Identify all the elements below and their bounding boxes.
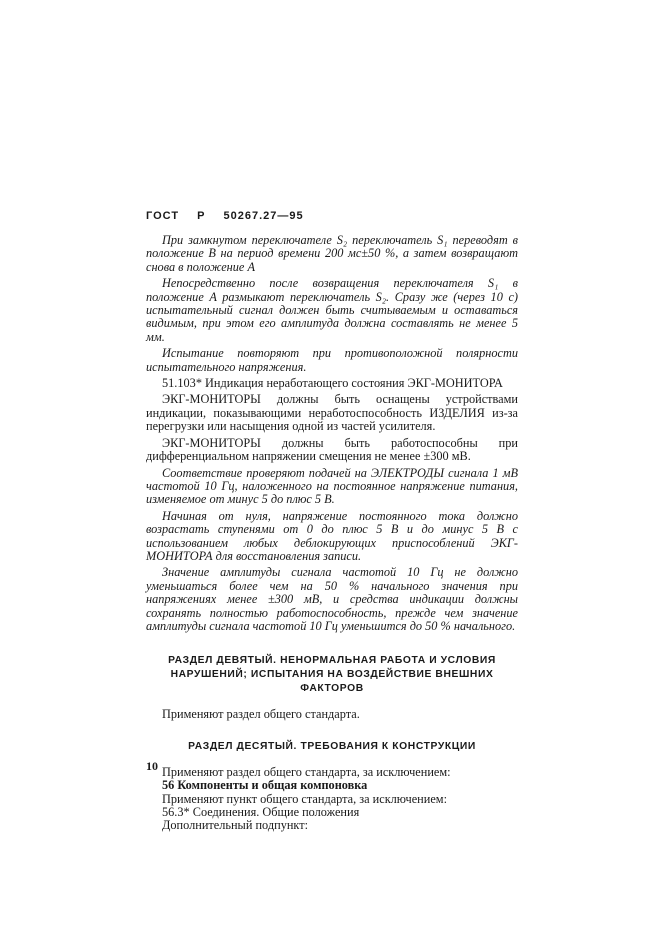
section-10-heading: РАЗДЕЛ ДЕСЯТЫЙ. ТРЕБОВАНИЯ К КОНСТРУКЦИИ — [188, 740, 476, 752]
paragraph-1: При замкнутом переключателе S₂ переключатель S₁ переводят в положение B на период времени 200 мс±50 %, а затем возвращают снова в положение A — [146, 233, 518, 274]
paragraph-9: Значение амплитуды сигнала частотой 10 Гц не должно уменьшаться более чем на 50 % начального значения при напряжениях менее ±300 мВ, и средства индикации должны сохранять полностью работоспособность, прежде чем значение амплитуды сигнала частотой 10 Гц уменьшится до 50 % начального. — [146, 565, 518, 633]
paragraph-8: Начиная от нуля, напряжение постоянного тока должно возрастать ступенями от 0 до плюс 5 В и до минус 5 В с использованием любых деблокирующих приспособлений ЭКГ-МОНИТОРА для восстановления записи. — [146, 508, 518, 563]
section-10-line-3: Применяют пункт общего стандарта, за исключением: — [162, 791, 447, 806]
paragraph-6: ЭКГ-МОНИТОРЫ должны быть работоспособны при дифференциальном напряжении смещения не менее ±300 мВ. — [146, 435, 518, 464]
header-gost: ГОСТ — [146, 210, 180, 222]
paragraph-7: Соответствие проверяют подачей на ЭЛЕКТРОДЫ сигнала 1 мВ частотой 10 Гц, наложенного на постоянное напряжение питания, изменяемое от минус 5 до плюс 5 В. — [146, 465, 518, 507]
section-10-line-1: Применяют раздел общего стандарта, за исключением: — [162, 764, 451, 779]
section-9-text: Применяют раздел общего стандарта. — [162, 707, 360, 722]
document-header — [146, 210, 318, 222]
paragraph-3: Испытание повторяют при противоположной полярности испытательного напряжения. — [146, 346, 518, 374]
section-10-line-2: 56 Компоненты и общая компоновка — [162, 778, 368, 793]
paragraph-5: ЭКГ-МОНИТОРЫ должны быть оснащены устройствами индикации, показывающими неработоспособность ИЗДЕЛИЯ из-за перегрузки или насыщения одной из частей усилителя. — [146, 392, 518, 434]
header-p: Р — [197, 210, 206, 222]
page-number: 10 — [146, 759, 158, 773]
paragraph-2: Непосредственно после возвращения переключателя S₁ в положение A размыкают переключатель S₂. Сразу же (через 10 с) испытательный сигнал должен быть считываемым и оставаться видимым, при этом его амплитуда должна составлять не менее 5 мм. — [146, 276, 518, 344]
header-number: 50267.27—95 — [223, 210, 304, 222]
section-10-line-5: Дополнительный подпункт: — [162, 818, 309, 833]
clause-51-103: 51.103* Индикация неработающего состояния ЭКГ-МОНИТОРА — [162, 376, 503, 391]
document-body — [146, 234, 518, 833]
section-9-heading: РАЗДЕЛ ДЕВЯТЫЙ. НЕНОРМАЛЬНАЯ РАБОТА И УСЛОВИЯ НАРУШЕНИЙ; ИСПЫТАНИЯ НА ВОЗДЕЙСТВИЕ ВНЕШНИХ ФАКТОРОВ — [168, 655, 496, 695]
section-10-line-4: 56.3* Соединения. Общие положения — [162, 805, 360, 819]
